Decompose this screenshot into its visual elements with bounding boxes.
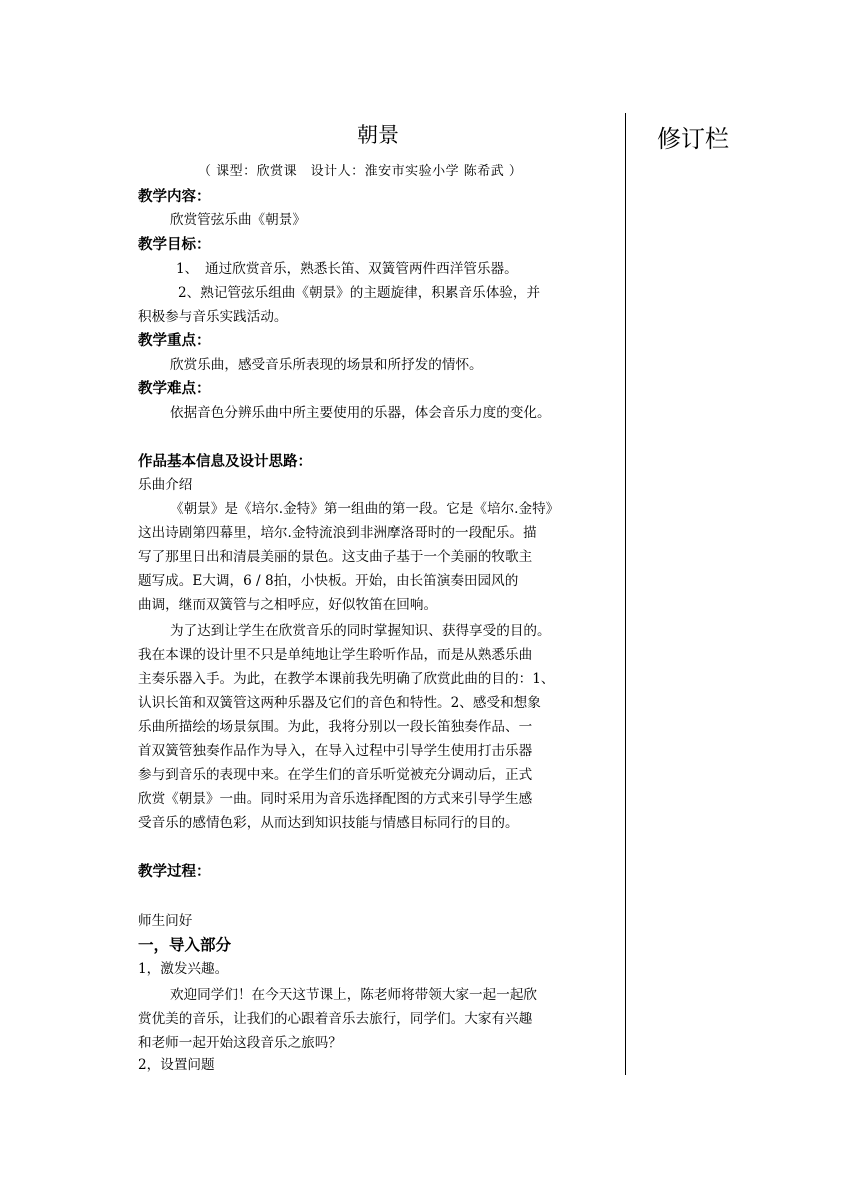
goals-heading: 教学目标： bbox=[138, 237, 211, 253]
paragraph-line: 曲调，继而双簧管与之相呼应，好似牧笛在回响。 bbox=[138, 597, 438, 613]
difficulty-heading: 教学难点： bbox=[138, 381, 211, 397]
greeting: 师生问好 bbox=[138, 913, 193, 929]
key-point-text: 欣赏乐曲，感受音乐所表现的场景和所抒发的情怀。 bbox=[170, 357, 483, 373]
paragraph-line: 认识长笛和双簧管这两种乐器及它们的音色和特性。2、感受和想象 bbox=[138, 695, 541, 711]
content-text: 欣赏管弦乐曲《朝景》 bbox=[170, 212, 306, 228]
paragraph-line: 《朝景》是《培尔.金特》第一组曲的第一段。它是《培尔.金特》 bbox=[170, 501, 560, 517]
part-1-heading: 一，导入部分 bbox=[138, 936, 232, 954]
paragraph-line: 我在本课的设计里不只是单纯地让学生聆听作品，而是从熟悉乐曲 bbox=[138, 647, 533, 663]
paragraph-line: 和老师一起开始这段音乐之旅吗？ bbox=[138, 1035, 342, 1051]
step-2: 2，设置问题 bbox=[138, 1057, 215, 1073]
key-point-heading: 教学重点： bbox=[138, 333, 211, 349]
paragraph-line: 写了那里日出和清晨美丽的景色。这支曲子基于一个美丽的牧歌主 bbox=[138, 549, 533, 565]
intro-label: 乐曲介绍 bbox=[138, 477, 193, 493]
lesson-meta: （ 课型：欣赏课 设计人：淮安市实验小学 陈希武 ） bbox=[198, 164, 523, 179]
paragraph-line: 首双簧管独奏作品作为导入，在导入过程中引导学生使用打击乐器 bbox=[138, 743, 533, 759]
paragraph-line: 受音乐的感情色彩，从而达到知识技能与情感目标同行的目的。 bbox=[138, 815, 519, 831]
goal-1: 1、 通过欣赏音乐，熟悉长笛、双簧管两件西洋管乐器。 bbox=[176, 261, 518, 277]
goal-2-line-2: 积极参与音乐实践活动。 bbox=[138, 309, 288, 325]
info-heading: 作品基本信息及设计思路： bbox=[138, 454, 312, 470]
page-title: 朝景 bbox=[357, 123, 399, 147]
paragraph-line: 为了达到让学生在欣赏音乐的同时掌握知识、获得享受的目的。 bbox=[170, 623, 551, 639]
revision-column-divider bbox=[625, 113, 626, 1075]
process-heading: 教学过程： bbox=[138, 864, 211, 880]
paragraph-line: 欢迎同学们！在今天这节课上，陈老师将带领大家一起一起欣 bbox=[170, 987, 538, 1003]
paragraph-line: 参与到音乐的表现中来。在学生们的音乐听觉被充分调动后，正式 bbox=[138, 767, 533, 783]
step-1: 1，激发兴趣。 bbox=[138, 961, 229, 977]
paragraph-line: 赏优美的音乐，让我们的心跟着音乐去旅行，同学们。大家有兴趣 bbox=[138, 1011, 533, 1027]
paragraph-line: 乐曲所描绘的场景氛围。为此，我将分别以一段长笛独奏作品、一 bbox=[138, 719, 533, 735]
paragraph-line: 题写成。E大调，6 / 8拍，小快板。开始，由长笛演奏田园风的 bbox=[138, 573, 519, 589]
paragraph-line: 这出诗剧第四幕里，培尔.金特流浪到非洲摩洛哥时的一段配乐。描 bbox=[138, 525, 537, 541]
content-heading: 教学内容： bbox=[138, 189, 211, 205]
difficulty-text: 依据音色分辨乐曲中所主要使用的乐器，体会音乐力度的变化。 bbox=[170, 405, 551, 421]
paragraph-line: 欣赏《朝景》一曲。同时采用为音乐选择配图的方式来引导学生感 bbox=[138, 791, 533, 807]
paragraph-line: 主奏乐器入手。为此，在教学本课前我先明确了欣赏此曲的目的：1、 bbox=[138, 671, 555, 687]
revision-column-title: 修订栏 bbox=[657, 125, 729, 153]
goal-2-line-1: 2、熟记管弦乐组曲《朝景》的主题旋律，积累音乐体验，并 bbox=[178, 285, 541, 301]
